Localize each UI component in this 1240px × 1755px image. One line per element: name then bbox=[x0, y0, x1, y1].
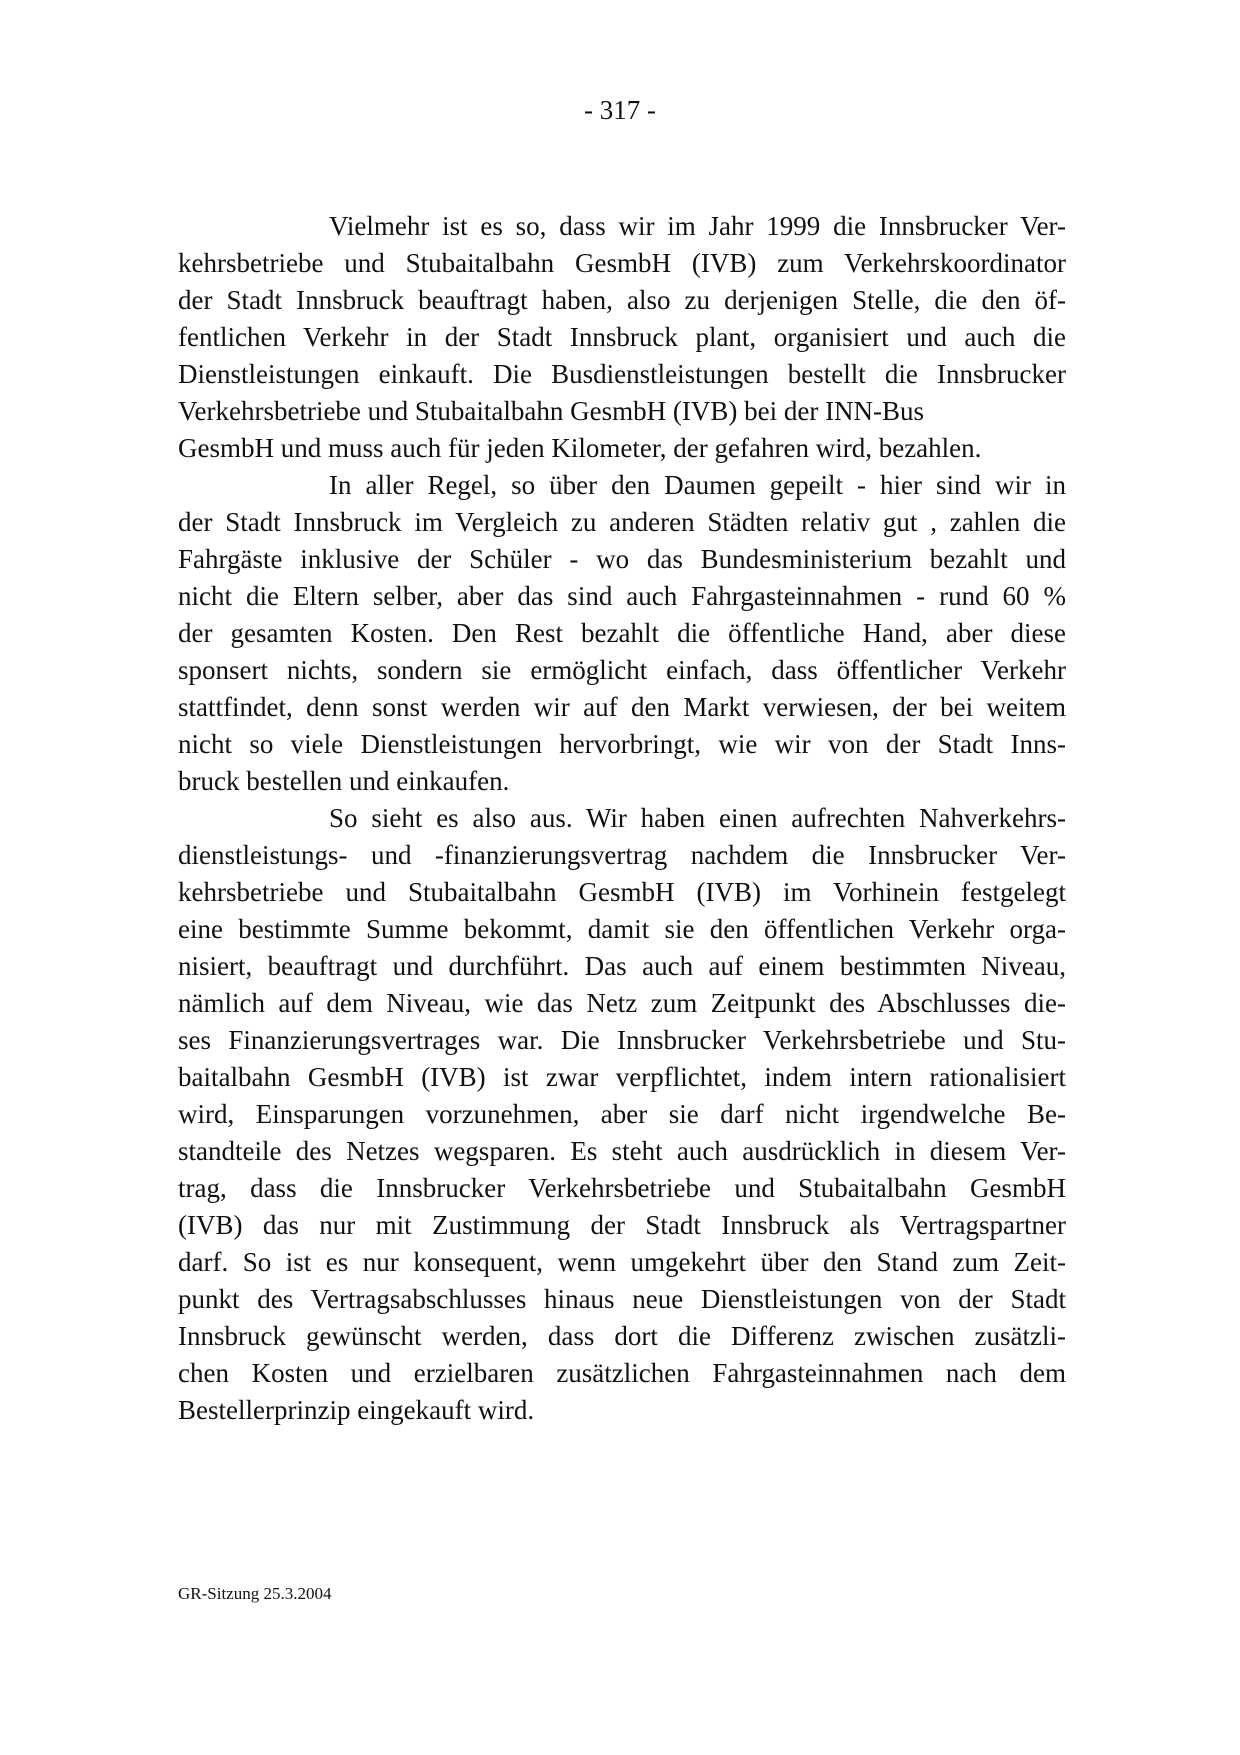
paragraph-2-line-8: nicht so viele Dienstleistungen hervorbringt, wie wir von der Stadt Inns- bbox=[178, 729, 1066, 759]
paragraph-3-line-15: Innsbruck gewünscht werden, dass dort die Differenz zwischen zusätzli- bbox=[178, 1321, 1066, 1351]
paragraph-1-line-4: fentlichen Verkehr in der Stadt Innsbruck plant, organisiert und auch die bbox=[178, 322, 1066, 352]
paragraph-2-line-1: In aller Regel, so über den Daumen gepeilt - hier sind wir in bbox=[329, 470, 1066, 500]
paragraph-3-line-14: punkt des Vertragsabschlusses hinaus neue Dienstleistungen von der Stadt bbox=[178, 1284, 1066, 1314]
paragraph-3-line-12: (IVB) das nur mit Zustimmung der Stadt Innsbruck als Vertragspartner bbox=[178, 1210, 1066, 1240]
paragraph-3-line-8: baitalbahn GesmbH (IVB) ist zwar verpflichtet, indem intern rationalisiert bbox=[178, 1062, 1066, 1092]
paragraph-3-line-10: standteile des Netzes wegsparen. Es steht auch ausdrücklich in diesem Ver- bbox=[178, 1136, 1066, 1166]
paragraph-1-line-6: Verkehrsbetriebe und Stubaitalbahn GesmbH (IVB) bei der INN-Bus bbox=[178, 396, 925, 426]
footer-session-date: GR-Sitzung 25.3.2004 bbox=[178, 1584, 332, 1603]
paragraph-1-line-5: Dienstleistungen einkauft. Die Busdienstleistungen bestellt die Innsbrucker bbox=[178, 359, 1066, 389]
paragraph-3-line-3: kehrsbetriebe und Stubaitalbahn GesmbH (IVB) im Vorhinein festgelegt bbox=[178, 877, 1066, 907]
paragraph-3-line-17: Bestellerprinzip eingekauft wird. bbox=[178, 1395, 535, 1425]
paragraph-2-line-2: der Stadt Innsbruck im Vergleich zu anderen Städten relativ gut , zahlen die bbox=[178, 507, 1066, 537]
paragraph-2-line-5: der gesamten Kosten. Den Rest bezahlt die öffentliche Hand, aber diese bbox=[178, 618, 1066, 648]
paragraph-1-line-1: Vielmehr ist es so, dass wir im Jahr 1999 die Innsbrucker Ver- bbox=[329, 211, 1066, 241]
paragraph-1-line-7: GesmbH und muss auch für jeden Kilometer, der gefahren wird, bezahlen. bbox=[178, 433, 982, 463]
paragraph-3-line-4: eine bestimmte Summe bekommt, damit sie den öffentlichen Verkehr orga- bbox=[178, 914, 1066, 944]
paragraph-3-line-9: wird, Einsparungen vorzunehmen, aber sie darf nicht irgendwelche Be- bbox=[178, 1099, 1066, 1129]
paragraph-3-line-5: nisiert, beauftragt und durchführt. Das auch auf einem bestimmten Niveau, bbox=[178, 951, 1066, 981]
document-body bbox=[178, 208, 1066, 1429]
paragraph-3-line-2: dienstleistungs- und -finanzierungsvertrag nachdem die Innsbrucker Ver- bbox=[178, 840, 1066, 870]
paragraph-3-line-11: trag, dass die Innsbrucker Verkehrsbetriebe und Stubaitalbahn GesmbH bbox=[178, 1173, 1066, 1203]
paragraph-3-line-1: So sieht es also aus. Wir haben einen aufrechten Nahverkehrs- bbox=[329, 803, 1066, 833]
paragraph-1-line-3: der Stadt Innsbruck beauftragt haben, also zu derjenigen Stelle, die den öf- bbox=[178, 285, 1066, 315]
paragraph-2-line-4: nicht die Eltern selber, aber das sind auch Fahrgasteinnahmen - rund 60 % bbox=[178, 581, 1066, 611]
paragraph-3-line-13: darf. So ist es nur konsequent, wenn umgekehrt über den Stand zum Zeit- bbox=[178, 1247, 1066, 1277]
paragraph-2-line-3: Fahrgäste inklusive der Schüler - wo das Bundesministerium bezahlt und bbox=[178, 544, 1066, 574]
paragraph-1-line-2: kehrsbetriebe und Stubaitalbahn GesmbH (IVB) zum Verkehrskoordinator bbox=[178, 248, 1066, 278]
paragraph-2-line-9: bruck bestellen und einkaufen. bbox=[178, 766, 510, 796]
page-number: - 317 - bbox=[584, 95, 656, 125]
paragraph-2-line-6: sponsert nichts, sondern sie ermöglicht einfach, dass öffentlicher Verkehr bbox=[178, 655, 1066, 685]
paragraph-3-line-6: nämlich auf dem Niveau, wie das Netz zum Zeitpunkt des Abschlusses die- bbox=[178, 988, 1066, 1018]
paragraph-3-line-16: chen Kosten und erzielbaren zusätzlichen Fahrgasteinnahmen nach dem bbox=[178, 1358, 1066, 1388]
paragraph-2-line-7: stattfindet, denn sonst werden wir auf den Markt verwiesen, der bei weitem bbox=[178, 692, 1066, 722]
paragraph-3-line-7: ses Finanzierungsvertrages war. Die Innsbrucker Verkehrsbetriebe und Stu- bbox=[178, 1025, 1066, 1055]
